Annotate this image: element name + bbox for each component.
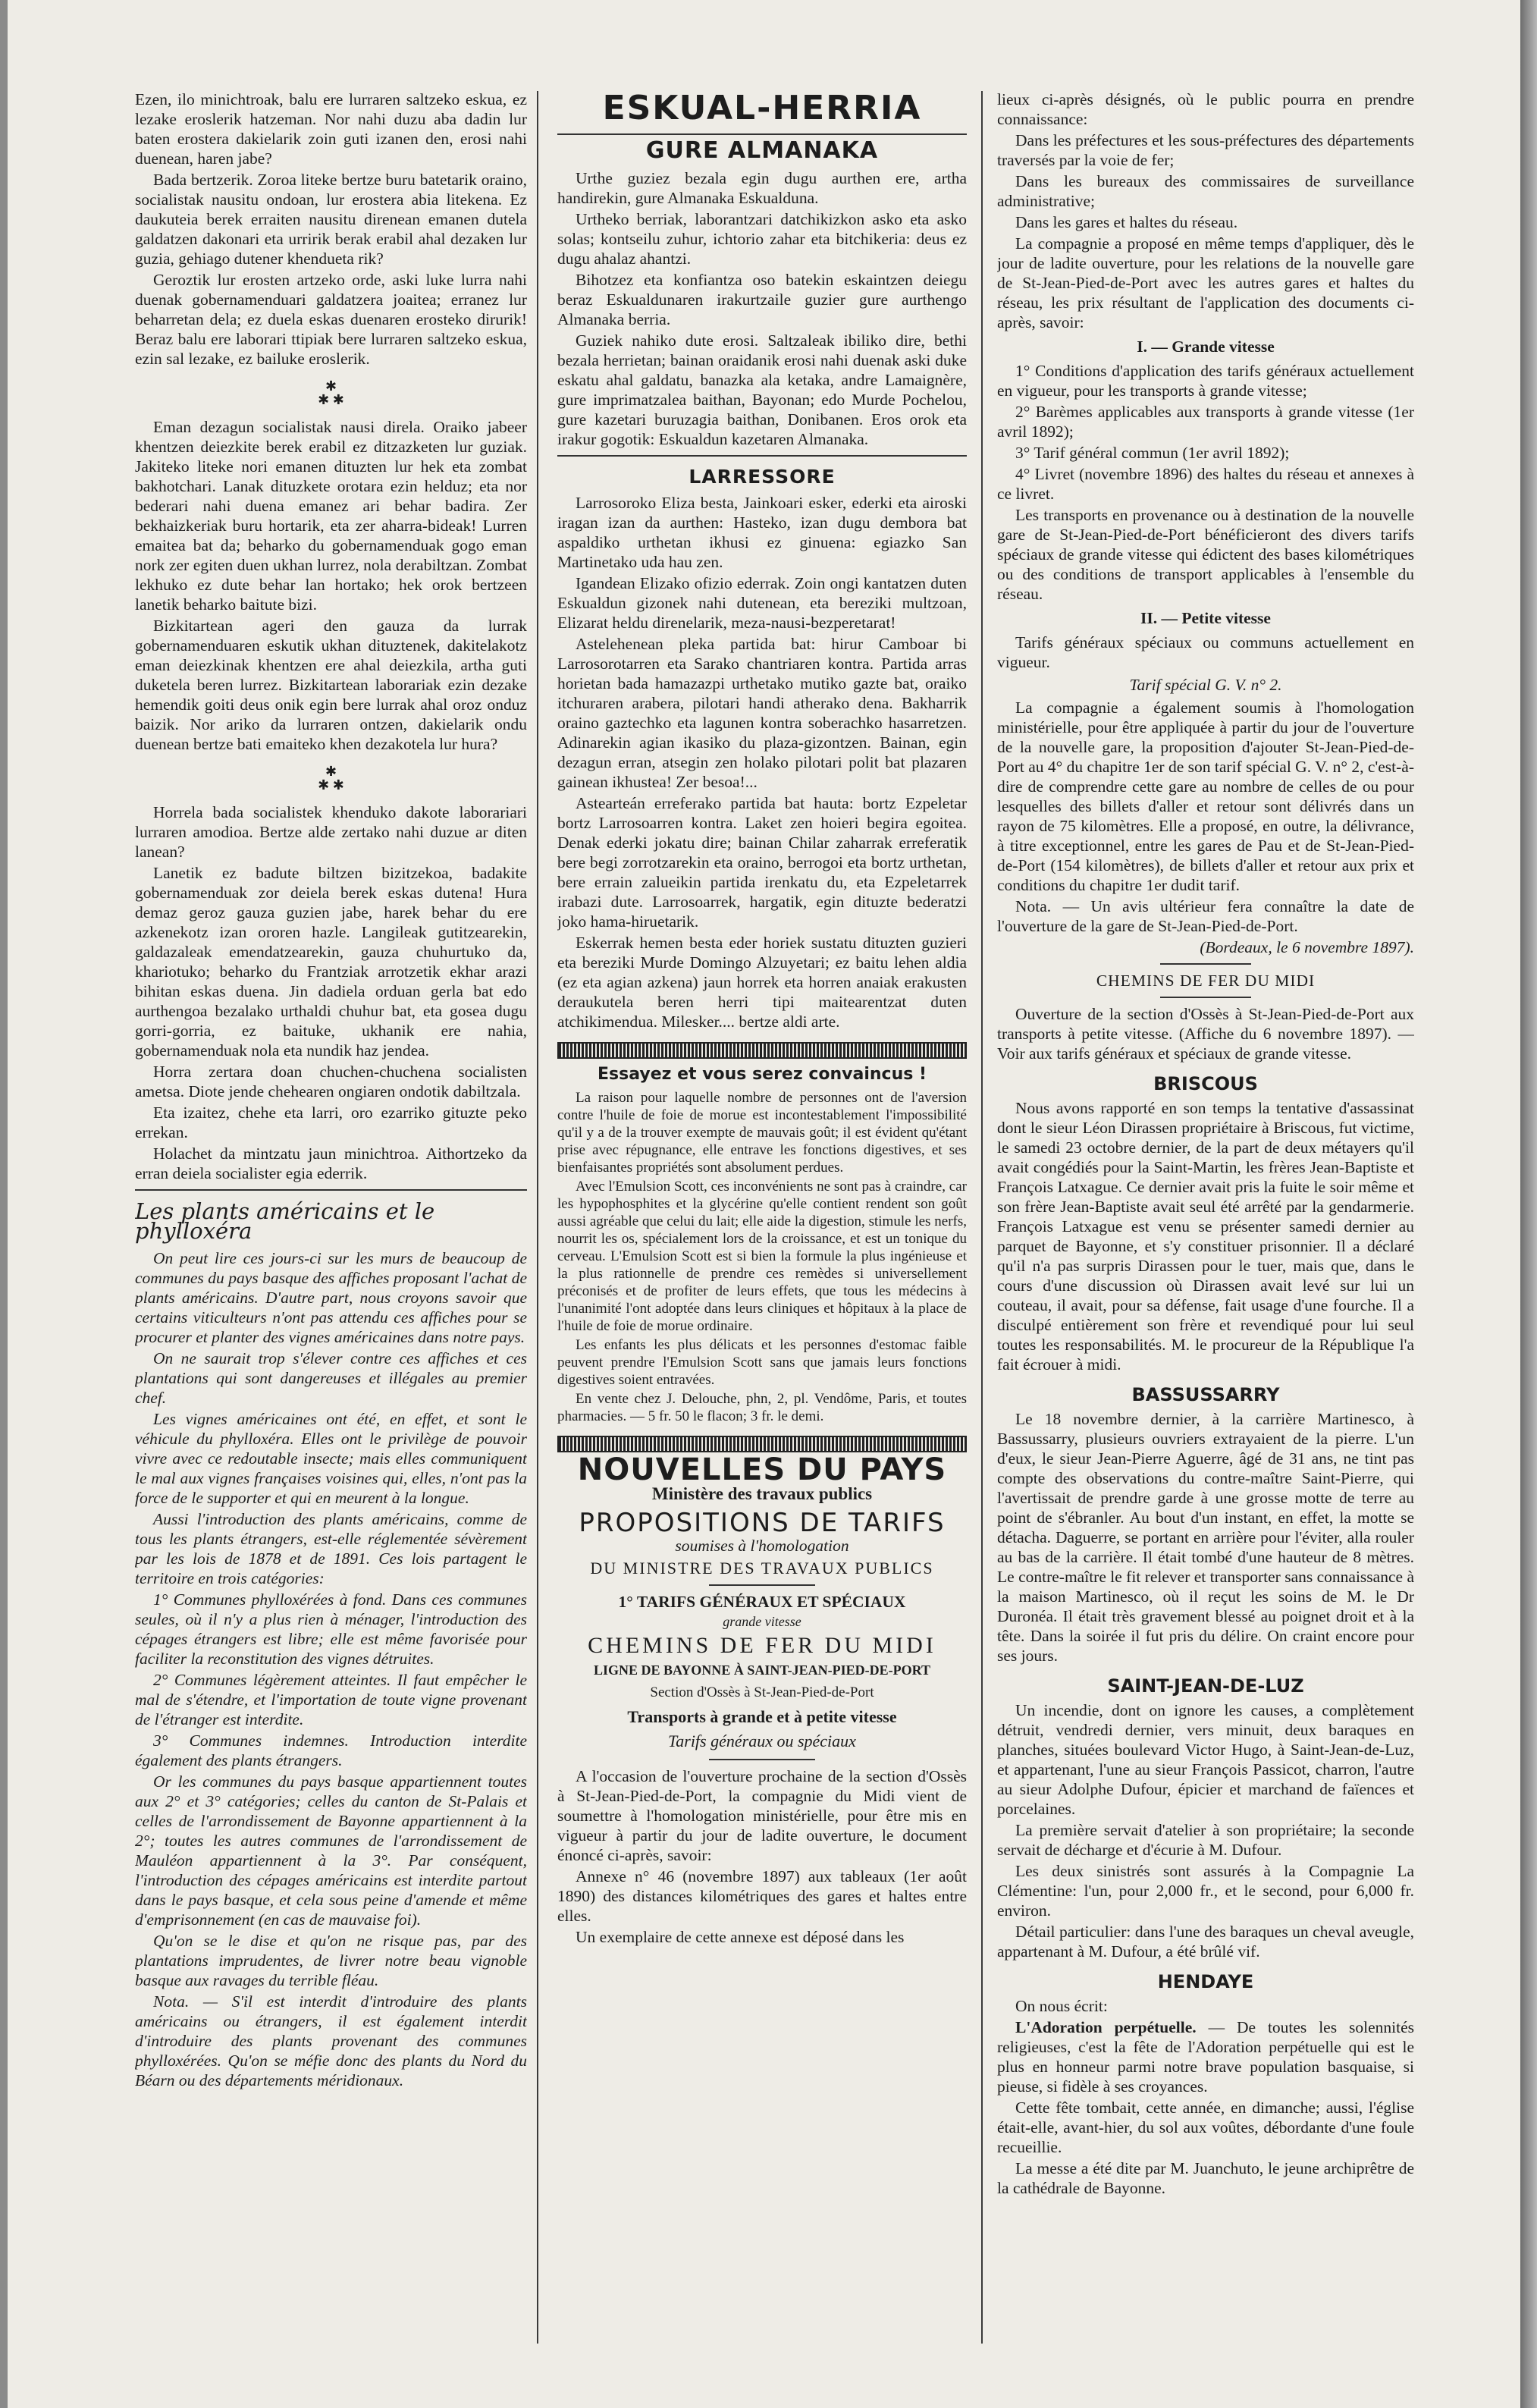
- article-title-plants: Les plants américains et le phylloxéra: [135, 1198, 435, 1244]
- paragraph: La compagnie a proposé en même temps d'appliquer, dès le jour de ladite ouverture, pour les relations de la nouvelle gare de St-Jean-Pied-de-Port avec les autres gares et haltes du réseau, les prix résultant de l'application des documents ci-après, savoir:: [997, 234, 1414, 331]
- line-title: LIGNE DE BAYONNE À SAINT-JEAN-PIED-DE-PORT: [593, 1662, 931, 1678]
- speed-label: grande vitesse: [723, 1614, 801, 1629]
- paragraph: La raison pour laquelle nombre de personnes ont de l'aversion contre l'huile de foie de morue est incontestablement l'impossibilité qu'il y a de la trouver exempte de mauvais goût; il est évident qu'étant prise avec répugnance, elle entrave les fonctions digestives, et ses bienfaisantes propriétés sont absolument perdues.: [557, 1090, 967, 1176]
- paragraph: Igandean Elizako ofizio ederrak. Zoin ongi kantatzen duten Eskualdun gizonek nahi dutenean, eta bereziki multzoan, Elizarat heldu direnelarik, meza-nausi-bezperetarat!: [557, 574, 967, 632]
- page-edge: [1520, 0, 1537, 2408]
- paragraph: Cette fête tombait, cette année, en dimanche; aussi, l'église était-elle, avant-hier, du sol aux voûtes, débordante d'une foule recueillie.: [997, 2099, 1414, 2156]
- column-divider-1: [537, 91, 538, 2344]
- paragraph: Urthe guziez bezala egin dugu aurthen ere, artha handirekin, gure Almanaka Eskualduna.: [557, 169, 967, 207]
- divider: [135, 1189, 527, 1191]
- section-title-hendaye: HENDAYE: [1157, 1971, 1254, 1992]
- lead-text: — De toutes les solennités religieuses, c'est la fête de l'Adoration perpétuelle qui est le plus en honneur parmi notre brave population basquaise, si pieuse, si fidèle à ses croyances.: [997, 2018, 1414, 2096]
- paragraph: Un incendie, dont on ignore les causes, a complètement détruit, vendredi dernier, vers minuit, deux baraques en planches, situées boulevard Victor Hugo, à Saint-Jean-de-Luz, et appartenant, l'une au sieur François Passicot, charron, l'autre au sieur Adolphe Dufour, épicier et marchand de faïences et porcelaines.: [997, 1701, 1414, 1818]
- column-2: [557, 89, 967, 2372]
- paragraph: 2° Communes légèrement atteintes. Il faut empêcher le mal de s'étendre, et l'importation de toute vigne provenant de l'étranger est interdite.: [135, 1671, 527, 1728]
- paragraph: Détail particulier: dans l'une des baraques un cheval aveugle, appartenant à M. Dufour, a été brûlé vif.: [997, 1923, 1414, 1961]
- divider: [709, 1584, 815, 1586]
- ministry-label: Ministère des travaux publics: [651, 1484, 873, 1503]
- paragraph: 1° Communes phylloxérées à fond. Dans ces communes seules, où il n'y a plus rien à ménager, l'introduction des cépages étrangers est libre; elle est même favorisée pour faciliter la reconstitution des vignes détruites.: [135, 1590, 527, 1668]
- paragraph: [997, 2017, 1414, 2096]
- paragraph: Larrosoroko Eliza besta, Jainkoari esker, ederki eta airoski iragan izan da aurthen: Hasteko, izan dugu dembora bat aspaldiko urthetan ikhusi ez ginuena: egiazko San Martinetako uda hau zen.: [557, 494, 967, 571]
- paragraph: On nous écrit:: [1015, 1997, 1108, 2015]
- paragraph: Les transports en provenance ou à destination de la nouvelle gare de St-Jean-Pied-de-Port bénéficieront des divers tarifs spéciaux de grande vitesse qui édictent des bases kilométriques ou des conditions de transport applicables à l'ensemble du réseau.: [997, 506, 1414, 603]
- ad-border: [557, 1436, 967, 1452]
- separator-asterism: ✱ ✱ ✱: [318, 764, 344, 793]
- section-title-larressore: LARRESSORE: [689, 466, 836, 488]
- column-3: [997, 89, 1414, 2372]
- ad-title: Essayez et vous serez convaincus !: [597, 1065, 927, 1084]
- masthead: ESKUAL-HERRIA: [602, 89, 922, 127]
- section-title-bassussarry: BASSUSSARRY: [1131, 1384, 1280, 1405]
- section-title-nouvelles: NOUVELLES DU PAYS: [577, 1452, 947, 1487]
- paragraph: A l'occasion de l'ouverture prochaine de la section d'Ossès à St-Jean-Pied-de-Port, la compagnie du Midi vient de soumettre à l'homologation ministérielle, pour être mis en vigueur à partir du jour de ladite ouverture, le document énoncé ci-après, savoir:: [557, 1767, 967, 1864]
- paragraph: Holachet da mintzatu jaun minichtroa. Aithortzeko da erran deiela socialister egia ederrik.: [135, 1144, 527, 1182]
- section-title-briscous: BRISCOUS: [1153, 1073, 1258, 1094]
- paragraph: Le 18 novembre dernier, à la carrière Martinesco, à Bassussarry, plusieurs ouvriers extrayaient de la pierre. L'un d'eux, le sieur Jean-Pierre Aguerre, âgé de 31 ans, ne tint pas compte des observations du contre-maître Saint-Pierre, qui l'avertissait de prendre garde à une grosse motte de terre au point de s'ébranler. Au bout d'un instant, en effet, la motte se détacha. Daguerre, se portant en arrière pour l'éviter, alla rouler au bas de la carrière. Il était tombé d'une hauteur de 8 mètres. Le contre-maître le fit relever et transporter sans connaissance à la maison Martinesco, où il reçut les soins de M. le Dr Duronéa. Il était très gravement blessé au poignet droit et à la tête. Dans la soirée il fut pris du délire. On craint encore pour ses jours.: [997, 1410, 1414, 1665]
- paragraph: Les deux sinistrés sont assurés à la Compagnie La Clémentine: l'un, pour 2,000 fr., et le second, pour 6,000 fr. environ.: [997, 1862, 1414, 1920]
- paragraph: Les vignes américaines ont été, en effet, et sont le véhicule du phylloxéra. Elles ont le privilège de pouvoir vivre avec ce redoutable insecte; mais elles communiquent le mal aux vignes françaises voisines qui, elles, n'ont pas la force de le supporter et qui en meurent à la longue.: [135, 1410, 527, 1507]
- divider: [1160, 997, 1251, 998]
- lead-bold: L'Adoration perpétuelle.: [1015, 2018, 1197, 2036]
- paragraph: Horra zertara doan chuchen-chuchena socialisten ametsa. Diote jende chehearen ongiaren ondotik dabiltzala.: [135, 1063, 527, 1100]
- paragraph: 3° Tarif général commun (1er avril 1892);: [1015, 444, 1290, 462]
- paragraph: Dans les bureaux des commissaires de surveillance administrative;: [997, 172, 1414, 210]
- paragraph: La messe a été dite par M. Juanchuto, le jeune archiprêtre de la cathédrale de Bayonne.: [997, 2159, 1414, 2197]
- paragraph: Astearteán erreferako partida bat hauta: bortz Ezpeletar bortz Larrosoarren kontra. Laket zen hoieri begira egoitea. Denak ederki jokatu dire; bainan Chilar zaharrak erreferatik bere begi zorrotzarekin eta oraino, berrogoi eta bortz urthetan, bere errain zalueikin partida irenkatu du, eta Ezpeletarrek irabazi dute. Larrosoarrek, hargatik, egin dituzte bederatzi joko hama-hiruetarik.: [557, 794, 967, 931]
- paragraph: 3° Communes indemnes. Introduction interdite également des plants étrangers.: [135, 1731, 527, 1769]
- transports-label: Transports à grande et à petite vitesse: [627, 1707, 897, 1726]
- paragraph: Eta izaitez, chehe eta larri, oro ezarriko gituzte peko errekan.: [135, 1104, 527, 1141]
- paragraph: Annexe n° 46 (novembre 1897) aux tableaux (1er août 1890) des distances kilométriques des gares et haltes entre elles.: [557, 1867, 967, 1925]
- paragraph: Ouverture de la section d'Ossès à St-Jean-Pied-de-Port aux transports à petite vitesse. (Affiche du 6 novembre 1897). — Voir aux tarifs généraux et spéciaux de grande vitesse.: [997, 1005, 1414, 1063]
- paragraph: Nota. — S'il est interdit d'introduire des plants américains ou étrangers, il est également interdit d'introduire des plants provenant des communes phylloxérées. Qu'on se méfie donc des plants du Nord du Béarn ou des départements méridionaux.: [135, 1992, 527, 2089]
- paragraph: Eman dezagun socialistak nausi direla. Oraiko jabeer khentzen deiezkite berek erabil ez ditzazketen lur guziak. Jakiteko liteke nori emanen dituzten lur hek eta zombat bakhotchari. Lanak dituzkete orotara ezin helduz; eta nor bederari nahi duena emanez ari behar badira. Zer bekhaizkeriak buru hortarik, eta zer aharra-bideak! Lurren emaitea bat da; beharko du gobernamenduak gogo eman nork zer egiten duen ukhan lurrez, nola derabiltzan. Zombat lekhuko ez dute behar lan hortako; hek orok bertzeen lanetik beharko baitute bizi.: [135, 418, 527, 614]
- paragraph: Dans les gares et haltes du réseau.: [1015, 213, 1238, 231]
- paragraph: Bizkitartean ageri den gauza da lurrak gobernamenduaren eskutik ukhan dituztenek, dakitelakotz eman deiezkinak khentzen ere ahal deiezkila, artha guti duketela beren lurrez. Bizkitartean laborariak ezin dezake hemendik goiti deus onik egin bere lurrak ahal oroz onduz baizik. Nor ariko da lurraren ontzen, dakielarik ondu duenean bertze bati emaiteko khen dezakotela lur hura?: [135, 617, 527, 753]
- subsection-title-grande-vitesse: I. — Grande vitesse: [1137, 337, 1275, 356]
- paragraph: Aussi l'introduction des plants américains, comme de tous les plants étrangers, est-elle réglementée sévèrement par les lois de 1878 et de 1891. Ces lois partagent le territoire en trois catégories:: [135, 1510, 527, 1587]
- paragraph: Nous avons rapporté en son temps la tentative d'assassinat dont le sieur Léon Dirassen propriétaire à Briscous, fut victime, le samedi 23 octobre dernier, de la part de deux métayers qu'il avait congédiés pour la Saint-Martin, les frères Jean-Baptiste et François Latxague. Ce dernier avait pris la fuite le soir même et son frère Jean-Baptiste avait seul été arrêté par la gendarmerie. François Latxague est venu se présenter samedi dernier au parquet de Bayonne, et s'y constituer prisonnier. Il a déclaré qu'il n'a pas surpris Dirassen pour le tuer, mais que, dans le cours d'une discussion où Dirassen avait levé sur lui un couteau, il avait, pour sa défense, fait usage d'une fourche. Il a disculpé entièrement son frère et revendiqué pour lui seul toutes les responsabilités. M. le procureur de la République l'a fait écrouer à midi.: [997, 1099, 1414, 1374]
- paragraph: En vente chez J. Delouche, phn, 2, pl. Vendôme, Paris, et toutes pharmacies. — 5 fr. 50 le flacon; 3 fr. le demi.: [557, 1391, 967, 1424]
- paragraph: Geroztik lur erosten artzeko orde, aski luke lurra nahi duenak gobernamenduari galdatzera joaitea; erranez lur beharretan dela; ez duela eskas duenaren erosteko dirurik! Beraz balu ere laborari ttipiak bere lurraren saltzeko eskua, ezin sal lezake, ez bailuke eroslerik.: [135, 271, 527, 368]
- paragraph: Urtheko berriak, laborantzari datchikizkon asko eta asko solas; kontseilu zuhur, ichtorio zahar eta bitchikeria: deus ez dugu ahalaz ahantzi.: [557, 210, 967, 268]
- paragraph: 4° Livret (novembre 1896) des haltes du réseau et annexes à ce livret.: [997, 465, 1414, 503]
- tarifs-heading: 1° TARIFS GÉNÉRAUX ET SPÉCIAUX: [618, 1593, 906, 1611]
- paragraph: Eskerrak hemen besta eder horiek sustatu dituzten guzieri eta bereziki Murde Domingo Alzuyetari; ez baitu lehen aldia (ez eta agian azkena) jaun horrek eta horren anaiak erakusten deraukutela beren herri tipi maitearentzat duten atchikimendua. Milesker.... bertze aldi arte.: [557, 934, 967, 1031]
- paragraph: lieux ci-après désignés, où le public pourra en prendre connaissance:: [997, 90, 1414, 128]
- paragraph: Astelehenean pleka partida bat: hirur Camboar bi Larrosorotarren eta Sarako chantriaren kontra. Partida arras horietan bada hamazazpi urthetako mutiko gazte bat, oraiko itchuraren arabera, pilotari handi atherako dena. Bakharrik oraino gaztechko eta lagunen kontra soberachko hasarretzen. Adinarekin agian ikasiko du plaza-gizontzen. Bainan, egin dezagun erran, atsegin zen holako pilotari polit bat plazaren gainean ikhustea! Zer besoa!...: [557, 635, 967, 791]
- subsection-title-petite-vitesse: II. — Petite vitesse: [1140, 609, 1271, 627]
- separator-asterism: ✱ ✱ ✱: [318, 378, 344, 407]
- paragraph: Or les communes du pays basque appartiennent toutes aux 2° et 3° catégories; celles du canton de St-Palais et celles de l'arrondissement de Bayonne appartiennent à la 2°; toutes les autres communes de l'arrondissement de Mauléon appartiennent à la 3°. Par conséquent, l'introduction des cépages américains est interdite partout dans le pays basque, et cela sous peine d'amende et même d'emprisonnement (en cas de mauvaise foi).: [135, 1772, 527, 1929]
- paragraph: Avec l'Emulsion Scott, ces inconvénients ne sont pas à craindre, car les hypophosphites et la glycérine qu'elle contient rendent son goût aussi agréable que celui du lait; elle aide la digestion, stimule les nerfs, nourrit les os, spécialement lors de la croissance, et est un tonique du cerveau. L'Emulsion Scott est si bien la formule la plus ingénieuse et la plus rationnelle de prendre ces remèdes si universellement préconisés et de profiter de leurs effets, que tous les médecins à l'unanimité l'ont adoptée dans leurs cliniques et hôpitaux à la place de l'huile de foie de morue ordinaire.: [557, 1179, 967, 1334]
- divider: [557, 455, 967, 457]
- divider: [557, 133, 967, 135]
- divider: [1160, 963, 1251, 965]
- paragraph: La compagnie a également soumis à l'homologation ministérielle, pour être appliquée à partir du jour de l'ouverture de la nouvelle gare, la proposition d'ajouter St-Jean-Pied-de-Port au 4° du chapitre 1er de son tarif spécial G. V. n° 2, c'est-à-dire de comprendre cette gare au nombre de celles de ou pour lesquelles des billets d'aller et retour sont délivrés dans un rayon de 75 kilomètres. Elle a proposé, en outre, la délivrance, à titre exceptionnel, entre les gares de Pau et de St-Jean-Pied-de-Port (154 kilomètres), de billets d'aller et retour aux prix et conditions du chapitre 1er dudit tarif.: [997, 699, 1414, 894]
- propositions-title: PROPOSITIONS DE TARIFS: [579, 1508, 946, 1538]
- paragraph: On peut lire ces jours-ci sur les murs de beaucoup de communes du pays basque des affiches proposant l'achat de plants américains. D'autre part, nous croyons savoir que certains viticulteurs n'ont pas attendu ces affiches pour se procurer et planter des vignes américaines dans notre pays.: [135, 1249, 527, 1346]
- subtitle: soumises à l'homologation: [675, 1537, 849, 1555]
- paragraph: Ezen, ilo minichtroak, balu ere lurraren saltzeko eskua, ez lezake eroslerik hatzeman. Nor nahi duzu aba dadin lur baten erostera dakielarik zoin guti izanen den, erosi nahi duenean, haren jabe?: [135, 90, 527, 168]
- paragraph: Dans les préfectures et les sous-préfectures des départements traversés par la voie de fer;: [997, 131, 1414, 169]
- column-divider-2: [981, 91, 983, 2344]
- railway-title: CHEMINS DE FER DU MIDI: [588, 1633, 936, 1658]
- paragraph: Un exemplaire de cette annexe est déposé dans les: [576, 1928, 905, 1946]
- paragraph: Tarifs généraux spéciaux ou communs actuellement en vigueur.: [997, 633, 1414, 671]
- ad-border: [557, 1042, 967, 1059]
- paragraph: Qu'on se le dise et qu'on ne risque pas, par des plantations imprudentes, de livrer notre beau vignoble basque aux ravages du terrible fléau.: [135, 1932, 527, 1989]
- paragraph: On ne saurait trop s'élever contre ces affiches et ces plantations qui sont dangereuses et illégales au premier chef.: [135, 1349, 527, 1407]
- section-title-saint-jean-de-luz: SAINT-JEAN-DE-LUZ: [1107, 1675, 1304, 1697]
- section-label: Section d'Ossès à St-Jean-Pied-de-Port: [650, 1684, 874, 1700]
- paragraph: 2° Barèmes applicables aux transports à grande vitesse (1er avril 1892);: [997, 403, 1414, 441]
- divider: [709, 1759, 815, 1760]
- paragraph: Guziek nahiko dute erosi. Saltzaleak ibiliko dire, bethi bezala herrietan; bainan oraidanik erosi nahi duenak aski duke eskatu ahal galdatu, banazka ala ketaka, andre Lamaignère, gure imprimatzalea baithan, Bayonan; edo Murde Pochelou, gure kazetari buruzagia baithan, Donibanen. Eros orok eta irakur gogotik: Eskualdun kazetaren Almanaka.: [557, 331, 967, 448]
- tarif-special-label: Tarif spécial G. V. n° 2.: [1129, 676, 1282, 694]
- dateline: (Bordeaux, le 6 novembre 1897).: [1200, 938, 1414, 956]
- tarifs-label: Tarifs généraux ou spéciaux: [668, 1731, 856, 1750]
- newspaper-page: [8, 0, 1520, 2408]
- paragraph: Lanetik ez badute biltzen bizitzekoa, badakite gobernamenduak zor deiela berek eskas dutena! Hura demaz geroz gauza guzien jabe, harek behar du ere azkenekotz izan ororen hazle. Langileak gutitzearekin, galdazaleak emendatzearekin, gauza chuhurtuko da, khariotuko; beharko du Frantziak arrotzetik ekhar arazi bihitan eskas duena. Jin dadiela orduan gerla bat edo aurthengoa bezalako urthaldi chuhur bat, eta gosea dugu gorri-gorria, ez baituke, ukhanik ere nahia, gobernamenduak nola eta nundik haz jendea.: [135, 864, 527, 1060]
- paragraph: Nota. — Un avis ultérieur fera connaître la date de l'ouverture de la gare de St-Jean-Pied-de-Port.: [997, 897, 1414, 935]
- paragraph: 1° Conditions d'application des tarifs généraux actuellement en vigueur, pour les transports à grande vitesse;: [997, 362, 1414, 400]
- paragraph: Bada bertzerik. Zoroa liteke bertze buru batetarik oraino, socialistak nausitu ondoan, lur erostera abia litekena. Ez daukuteia berek erraiten nausitu direnean emanen dutela galdatzen dakonari eta urririk berak erabil ahal dezaken lur guzia, gehiago dutener khendueta rik?: [135, 171, 527, 268]
- column-1: [135, 89, 527, 2372]
- paragraph: Les enfants les plus délicats et les personnes d'estomac faible peuvent prendre l'Emulsion Scott sans que jamais leurs fonctions digestives soient entravées.: [557, 1337, 967, 1388]
- railway-title: CHEMINS DE FER DU MIDI: [1096, 972, 1316, 990]
- paragraph: La première servait d'atelier à son propriétaire; la seconde servait de décharge et d'écurie à M. Dufour.: [997, 1821, 1414, 1859]
- section-title-almanaka: GURE ALMANAKA: [645, 137, 879, 164]
- paragraph: Horrela bada socialistek khenduko dakote laborariari lurraren amodioa. Bertze alde zertako nahi duzue ar diten lanean?: [135, 803, 527, 861]
- ministry-caps: DU MINISTRE DES TRAVAUX PUBLICS: [590, 1559, 934, 1578]
- paragraph: Bihotzez eta konfiantza oso batekin eskaintzen deiegu beraz Eskualdunaren irakurtzaile guzier gure aurthengo Almanaka berria.: [557, 271, 967, 328]
